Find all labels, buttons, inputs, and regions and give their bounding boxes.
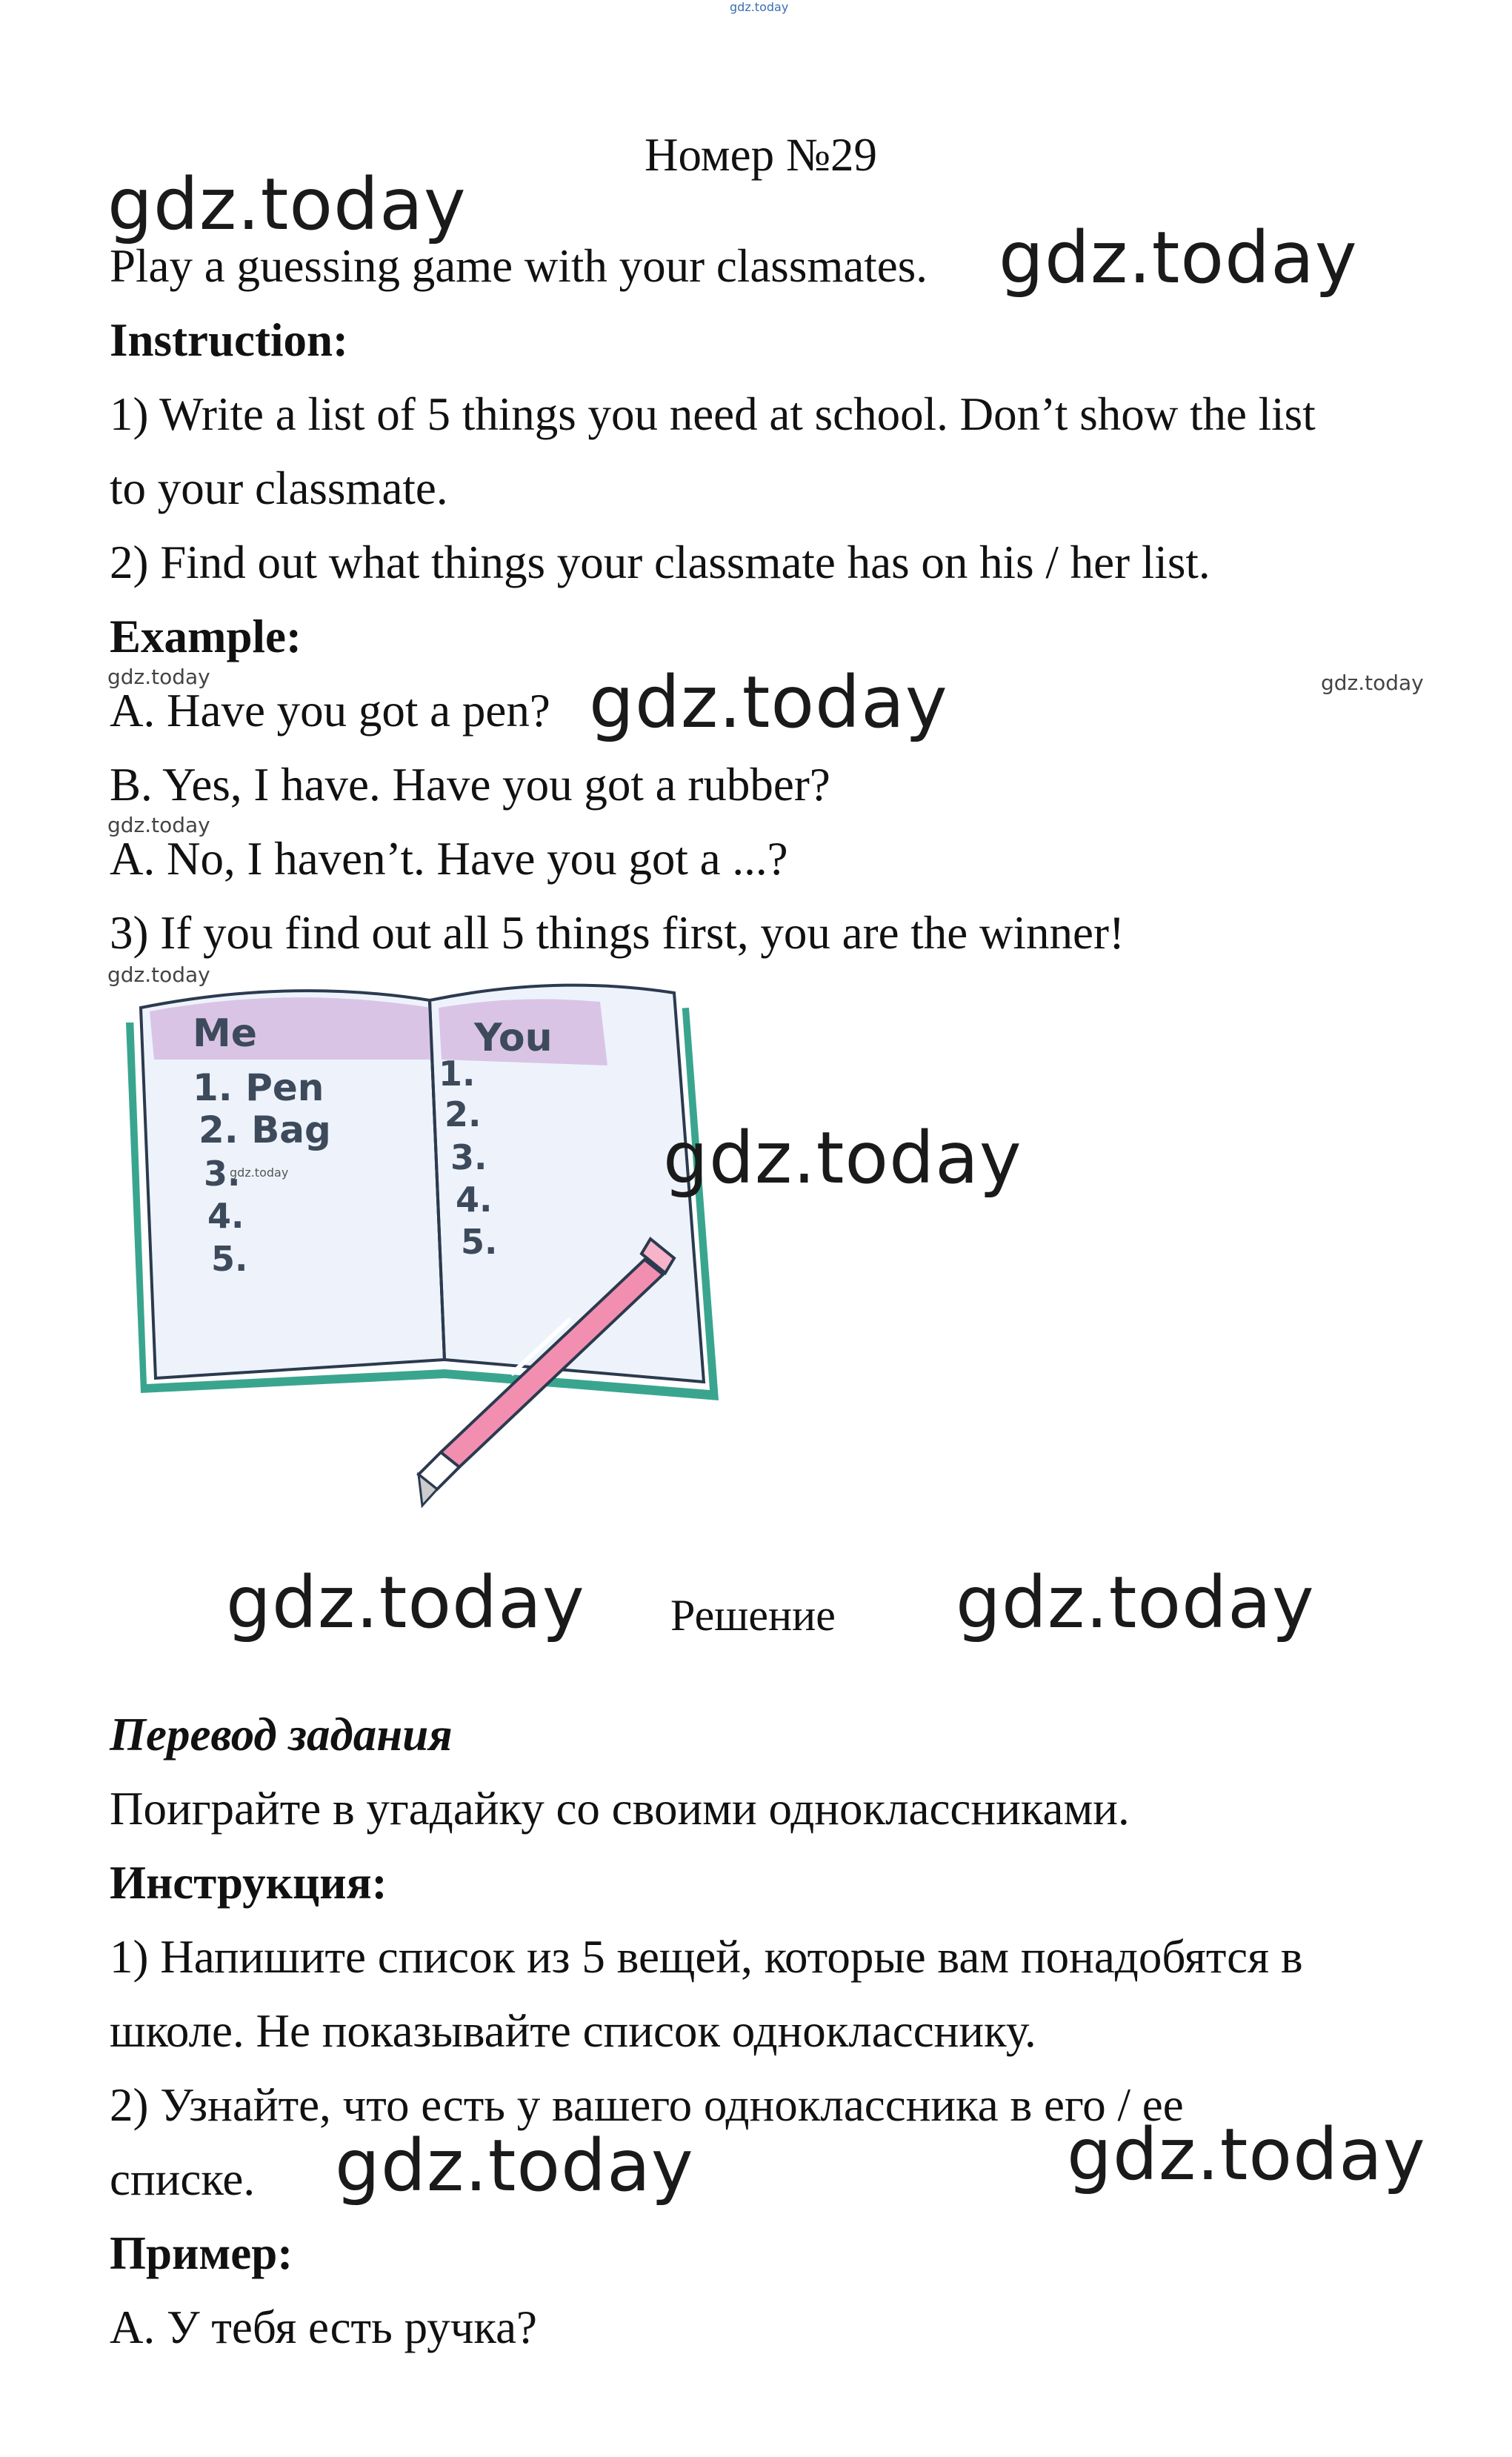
task-intro: Play a guessing game with your classmates.: [110, 240, 928, 292]
translation-step2-line2: списке.: [110, 2153, 256, 2205]
watermark-logo: gdz.today: [226, 1561, 585, 1644]
watermark-small: gdz.today: [107, 813, 210, 837]
page-title: Номер №29: [645, 129, 877, 181]
translation-heading: Перевод задания: [110, 1709, 453, 1761]
example-b: B. Yes, I have. Have you got a rubber?: [110, 759, 830, 811]
watermark-small: gdz.today: [1321, 671, 1424, 695]
notebook-left-item: 1. Pen: [193, 1066, 324, 1109]
instruction-heading: Instruction:: [110, 314, 349, 366]
step2: 2) Find out what things your classmate has on his / her list.: [110, 536, 1210, 588]
notebook-right-item: 1.: [439, 1054, 476, 1094]
translation-intro: Поиграйте в угадайку со своими одноклассниками.: [110, 1783, 1130, 1835]
watermark-top: gdz.today: [730, 0, 789, 14]
translation-step1-line2: школе. Не показывайте список однокласснику.: [110, 2005, 1036, 2057]
step3: 3) If you find out all 5 things first, you are the winner!: [110, 907, 1125, 959]
notebook-left-header: Me: [193, 1011, 258, 1056]
translation-example-heading: Пример:: [110, 2227, 293, 2279]
notebook-illustration: [111, 978, 733, 1519]
example-a2: A. No, I haven’t. Have you got a ...?: [110, 833, 788, 885]
watermark-logo: gdz.today: [1067, 2113, 1426, 2196]
watermark-tiny: gdz.today: [230, 1166, 289, 1180]
translation-instruction-heading: Инструкция:: [110, 1857, 387, 1909]
notebook-left-item: 4.: [207, 1196, 244, 1236]
example-heading: Example:: [110, 611, 302, 662]
notebook-right-item: 2.: [444, 1094, 482, 1134]
step1-line2: to your classmate.: [110, 462, 448, 514]
notebook-left-item: 2. Bag: [199, 1108, 331, 1151]
watermark-logo: gdz.today: [589, 661, 948, 744]
watermark-logo: gdz.today: [663, 1117, 1022, 1200]
translation-step2-line1: 2) Узнайте, что есть у вашего одноклассника в его / ее: [110, 2079, 1184, 2131]
watermark-small: gdz.today: [107, 665, 210, 689]
notebook-right-item: 5.: [461, 1222, 498, 1262]
watermark-small: gdz.today: [107, 962, 210, 987]
watermark-logo: gdz.today: [107, 163, 467, 246]
example-a1: A. Have you got a pen?: [110, 685, 550, 737]
notebook-right-header: You: [474, 1016, 553, 1060]
step1-line1: 1) Write a list of 5 things you need at school. Don’t show the list: [110, 388, 1316, 440]
notebook-left-item: 5.: [211, 1239, 248, 1279]
watermark-logo: gdz.today: [999, 216, 1358, 299]
translation-step1-line1: 1) Напишите список из 5 вещей, которые вам понадобятся в: [110, 1931, 1303, 1983]
translation-example-a1: А. У тебя есть ручка?: [110, 2301, 537, 2353]
notebook-right-item: 3.: [450, 1137, 487, 1177]
watermark-logo: gdz.today: [335, 2124, 694, 2207]
notebook-left-item: 3.: [204, 1154, 241, 1194]
notebook-right-item: 4.: [456, 1180, 493, 1220]
watermark-logo: gdz.today: [956, 1561, 1315, 1644]
solution-label: Решение: [670, 1591, 836, 1640]
